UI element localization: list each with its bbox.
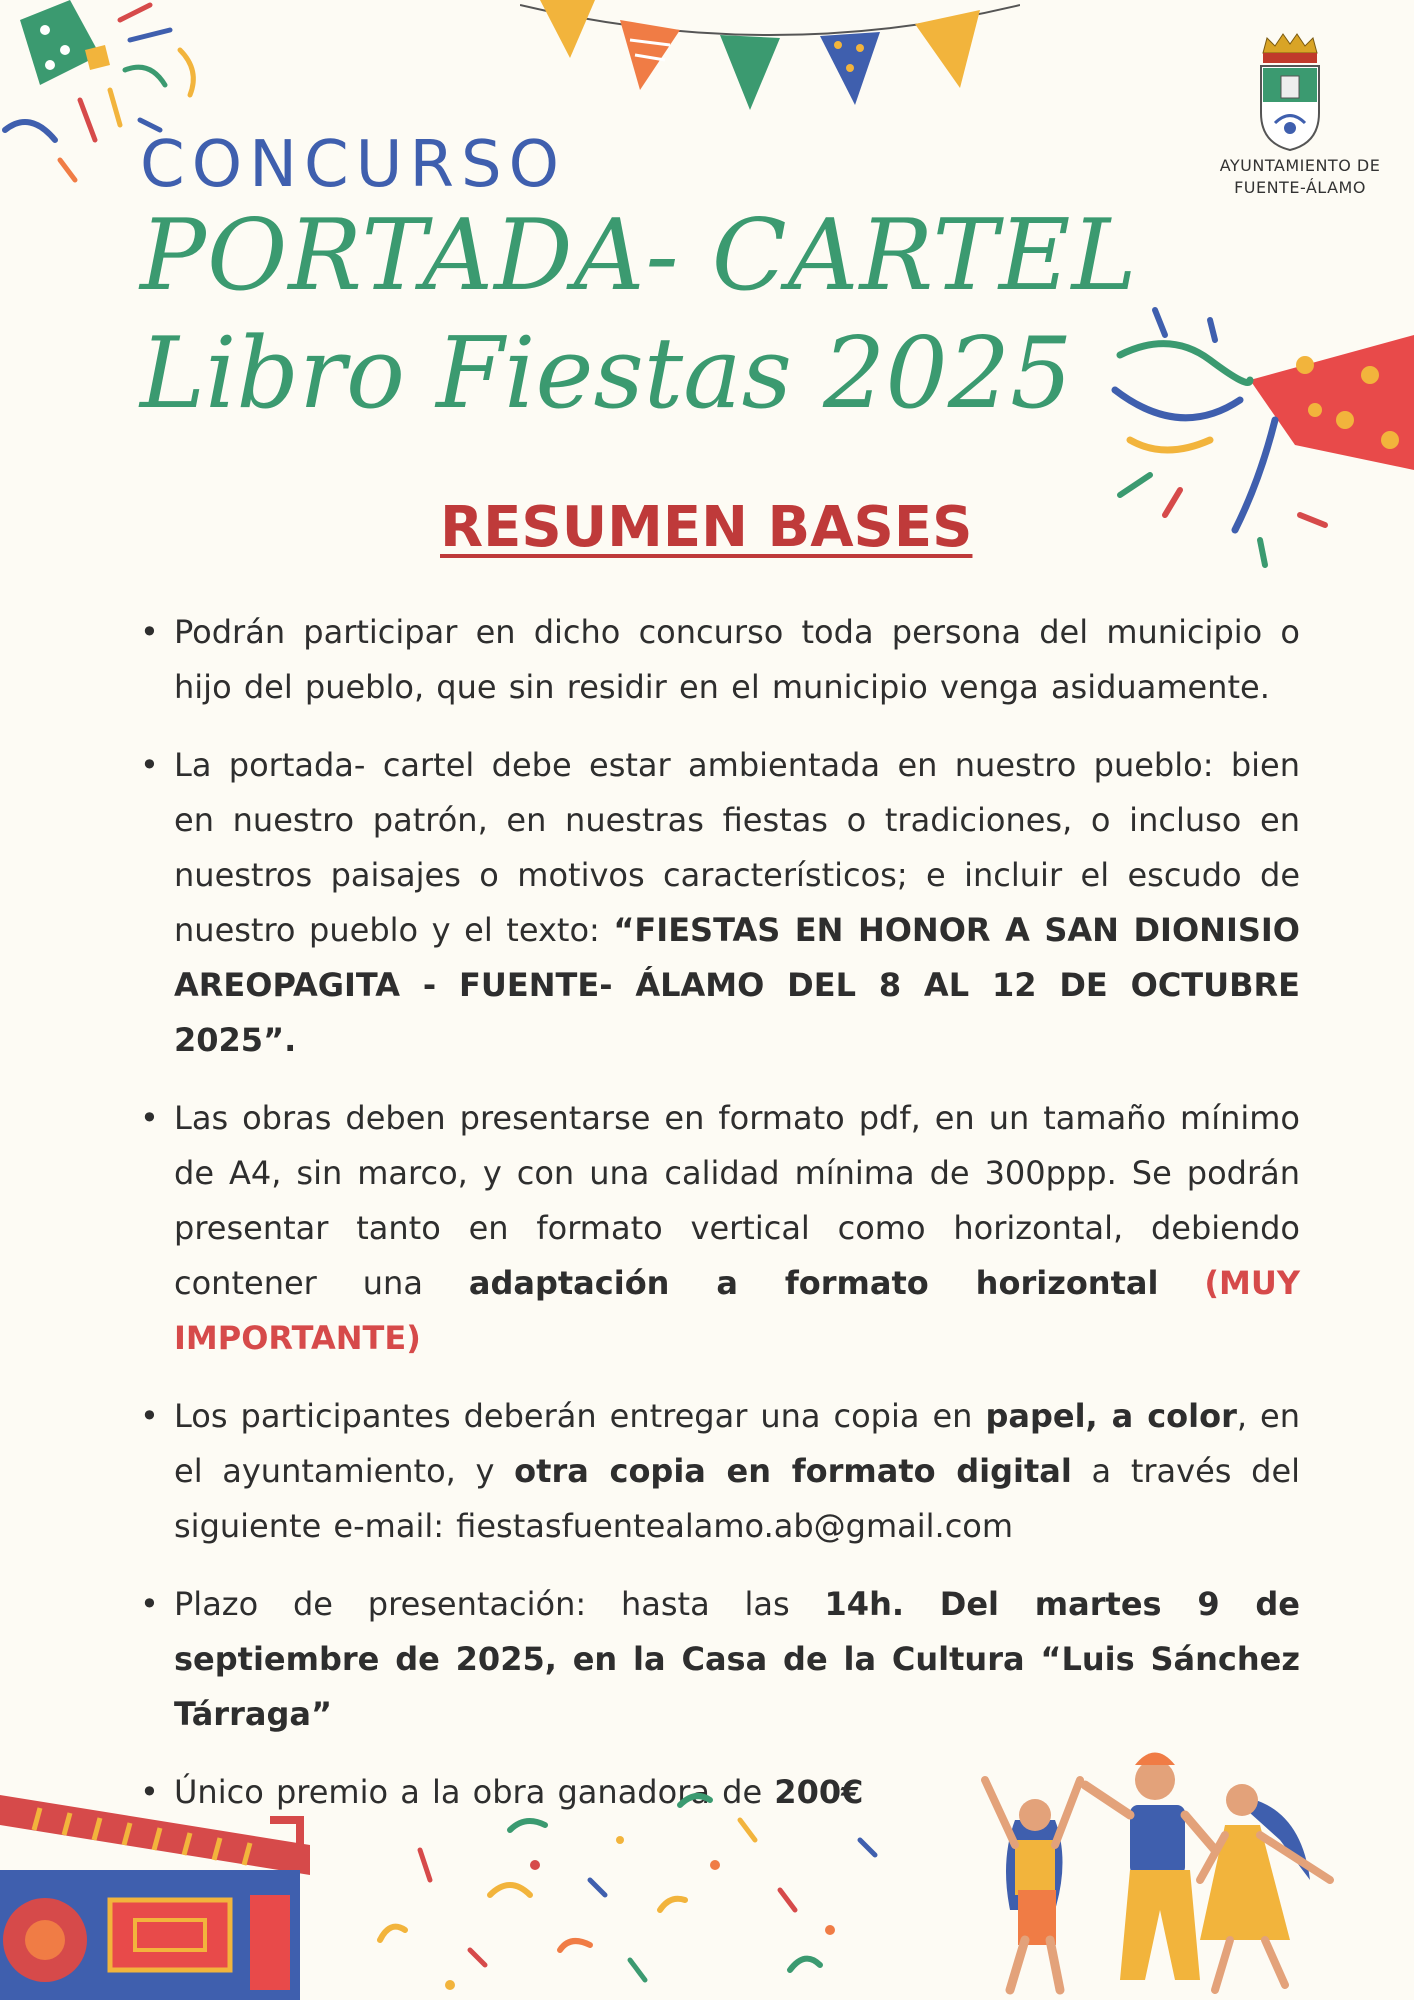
rule-delivery-email: a través del siguiente e-mail: fiestasfuentealamo.ab@gmail.com — [174, 1452, 1301, 1545]
rule-deadline — [140, 1577, 1300, 1742]
bunting-icon — [520, 0, 1020, 120]
rule-delivery-text-1: Los participantes deberán entregar una copia en — [174, 1397, 986, 1435]
rule-prize-text: Único premio a la obra ganadora de — [174, 1773, 775, 1811]
rule-theme-text: La portada- cartel debe estar ambientada en nuestro pueblo: bien en nuestro patrón, en nuestras fiestas o tradiciones, o incluso en nuestros paisajes o motivos característicos; e incluir el escudo de nuestro pueblo y el texto: — [174, 746, 1300, 949]
section-heading: RESUMEN BASES — [440, 495, 973, 560]
rule-delivery-digital: otra copia en formato digital — [514, 1452, 1072, 1490]
coat-of-arms-icon — [1255, 28, 1325, 153]
rule-delivery-paper: papel, a color — [985, 1397, 1237, 1435]
rule-theme-required-text: “FIESTAS EN HONOR A SAN DIONISIO AREOPAGITA - FUENTE- ÁLAMO DEL 8 AL 12 DE OCTUBRE 2025”. — [174, 911, 1301, 1059]
rules-list — [140, 605, 1300, 1843]
rule-format-horizontal: adaptación a formato horizontal — [468, 1264, 1159, 1302]
rule-deadline-date: 14h. Del martes 9 de septiembre de 2025, en la Casa de la Cultura “Luis Sánchez Tárraga” — [174, 1585, 1301, 1733]
rule-participants-text: Podrán participar en dicho concurso toda persona del municipio o hijo del pueblo, que sin residir en el municipio venga asiduamente. — [174, 613, 1300, 706]
party-hat-icon — [1100, 300, 1414, 580]
rule-format-space — [1158, 1264, 1204, 1302]
title-libro-fiestas: Libro Fiestas 2025 — [140, 317, 1073, 431]
rule-deadline-text: Plazo de presentación: hasta las — [174, 1585, 825, 1623]
municipality-line-2: FUENTE-ÁLAMO — [1234, 178, 1366, 197]
municipality-line-1: AYUNTAMIENTO DE — [1219, 156, 1381, 175]
rule-format-important: (MUY IMPORTANTE) — [174, 1264, 1300, 1357]
title-portada-cartel: PORTADA- CARTEL — [140, 199, 1138, 313]
rule-delivery — [140, 1389, 1300, 1554]
title-concurso: CONCURSO — [140, 128, 566, 202]
rule-delivery-text-2: , en el ayuntamiento, y — [174, 1397, 1301, 1490]
confetti-icon — [360, 1780, 920, 2000]
rule-prize-amount: 200€ — [774, 1773, 864, 1811]
municipality-label — [1190, 155, 1410, 199]
rule-format-text: Las obras deben presentarse en formato pdf, en un tamaño mínimo de A4, sin marco, y con una calidad mínima de 300ppp. Se podrán presentar tanto en formato vertical como horizontal, debiendo contener una — [174, 1099, 1300, 1302]
dancers-illustration — [960, 1740, 1414, 2000]
rule-format — [140, 1091, 1300, 1366]
rule-theme — [140, 738, 1300, 1068]
rule-participants — [140, 605, 1300, 715]
boombox-icon — [0, 1780, 320, 2000]
